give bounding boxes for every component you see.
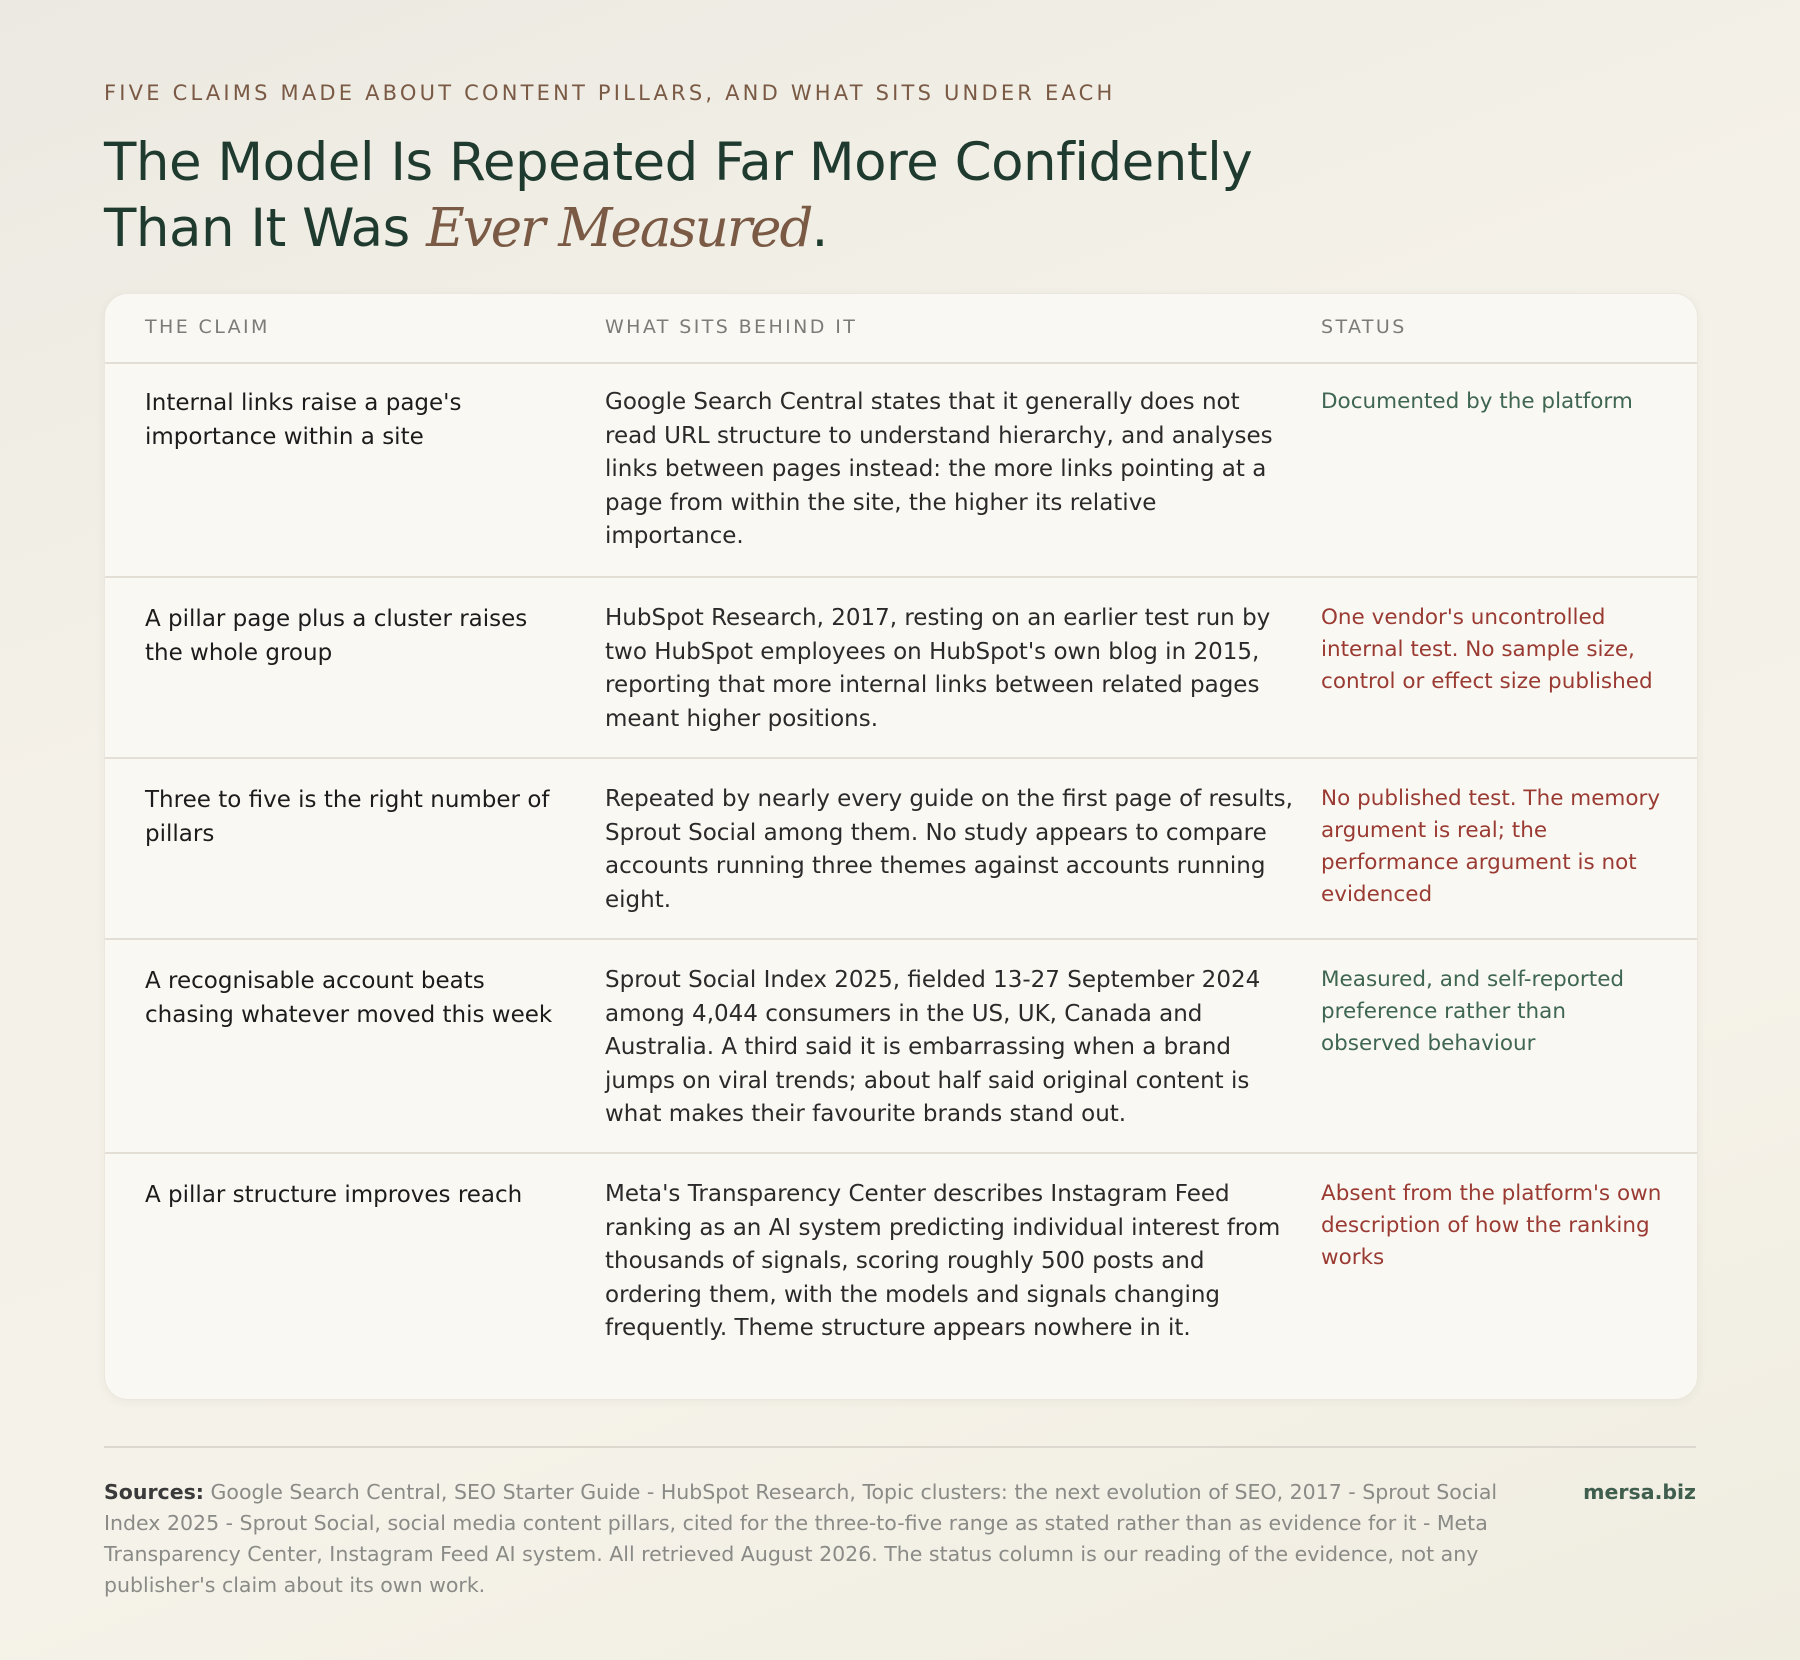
column-header-claim: THE CLAIM [145, 316, 270, 338]
title-end: . [811, 198, 828, 259]
status-cell: One vendor's uncontrolled internal test. No sample size, control or effect size published [1321, 605, 1653, 694]
column-header-status: STATUS [1321, 316, 1407, 338]
page [104, 78, 1696, 1597]
table-row [105, 1154, 1697, 1399]
title-line-2-prefix: Than It Was [104, 198, 427, 259]
claim-cell: A pillar page plus a cluster raises the whole group [145, 606, 528, 666]
claim-cell: Internal links raise a page's importance within a site [145, 390, 462, 450]
claims-table [104, 293, 1698, 1400]
sources-note [104, 1477, 1504, 1601]
brand-link[interactable]: mersa.biz [1583, 1480, 1696, 1504]
status-cell: Measured, and self-reported preference rather than observed behaviour [1321, 967, 1625, 1056]
column-header-behind: WHAT SITS BEHIND IT [605, 316, 858, 338]
sources-text: Google Search Central, SEO Starter Guide - HubSpot Research, Topic clusters: the next evolution of SEO, 2017 - Sprout Social Index 2025 - Sprout Social, social media content pillars, cited for the three-to-five range as stated rather than as evidence for it - Meta Transparency Center, Instagram Feed AI system. All retrieved August 2026. The status column is our reading of the evidence, not any publisher's claim about its own work. [104, 1480, 1498, 1597]
evidence-cell: Repeated by nearly every guide on the first page of results, Sprout Social among them. No study appears to compare accounts running three themes against accounts running eight. [605, 786, 1293, 913]
evidence-cell: Meta's Transparency Center describes Instagram Feed ranking as an AI system predicting individual interest from thousands of signals, scoring roughly 500 posts and ordering them, with the models and signals changing frequently. Theme structure appears nowhere in it. [605, 1181, 1281, 1341]
table-row [105, 940, 1697, 1154]
evidence-cell: HubSpot Research, 2017, resting on an earlier test run by two HubSpot employees on HubSpot's own blog in 2015, reporting that more internal links between related pages meant higher positions. [605, 605, 1271, 732]
claim-cell: A recognisable account beats chasing whatever moved this week [145, 968, 553, 1028]
title-emphasis: Ever Measured [426, 198, 812, 259]
table-row [105, 362, 1697, 578]
evidence-cell: Google Search Central states that it generally does not read URL structure to understand hierarchy, and analyses links between pages instead: the more links pointing at a page from within the site, the higher its relative importance. [605, 389, 1273, 549]
table-row [105, 759, 1697, 940]
claim-cell: Three to five is the right number of pillars [145, 787, 550, 847]
claim-cell: A pillar structure improves reach [145, 1182, 523, 1208]
status-cell: No published test. The memory argument is real; the performance argument is not evidenced [1321, 786, 1661, 907]
eyebrow: FIVE CLAIMS MADE ABOUT CONTENT PILLARS, AND WHAT SITS UNDER EACH [104, 81, 1116, 105]
status-cell: Absent from the platform's own description of how the ranking works [1321, 1181, 1662, 1270]
sources-label: Sources: [104, 1480, 205, 1504]
table-row [105, 578, 1697, 759]
table-header [105, 294, 1697, 364]
status-cell: Documented by the platform [1321, 389, 1633, 414]
footer-divider [104, 1446, 1696, 1448]
evidence-cell: Sprout Social Index 2025, fielded 13-27 September 2024 among 4,044 consumers in the US, UK, Canada and Australia. A third said it is embarrassing when a brand jumps on viral trends; about half said original content is what makes their favourite brands stand out. [605, 967, 1261, 1127]
title-line-1: The Model Is Repeated Far More Confidently [104, 132, 1253, 193]
page-title [104, 130, 1696, 262]
